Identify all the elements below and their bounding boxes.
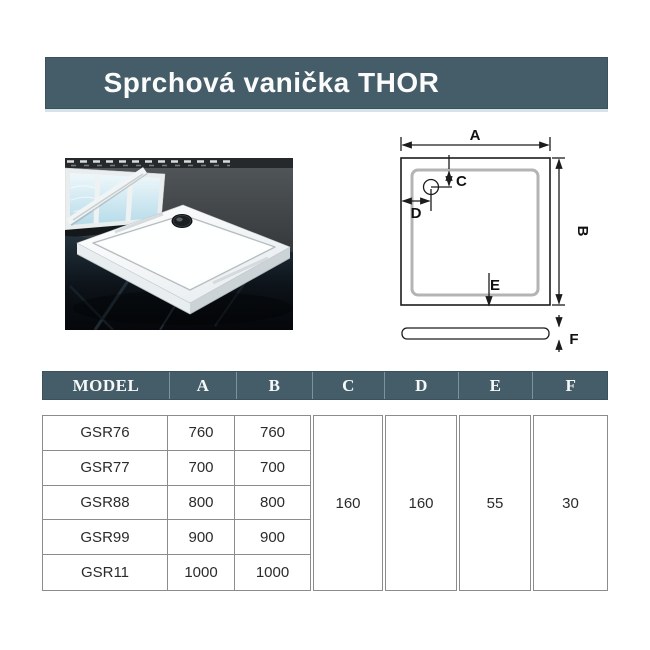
drain-icon xyxy=(172,214,193,228)
page-title: Sprchová vanička THOR xyxy=(103,67,440,98)
merged-cell-c: 160 xyxy=(313,415,383,591)
tray-outline xyxy=(401,158,550,305)
label-b: B xyxy=(574,225,591,237)
header-cell-d: D xyxy=(384,372,458,399)
spec-table-body xyxy=(42,415,608,591)
model-cell: GSR88 xyxy=(43,486,168,521)
title-banner xyxy=(45,57,608,109)
merged-cell-d: 160 xyxy=(385,415,457,591)
a-cell: 900 xyxy=(168,520,235,555)
label-d: D xyxy=(410,205,422,222)
b-cell: 700 xyxy=(235,451,310,486)
photo-top-strip xyxy=(65,158,293,168)
header-cell-f: F xyxy=(532,372,609,399)
a-cell: 760 xyxy=(168,416,235,451)
b-cell: 800 xyxy=(235,486,310,521)
model-cell: GSR76 xyxy=(43,416,168,451)
model-cell: GSR11 xyxy=(43,555,168,590)
b-cell: 1000 xyxy=(255,564,290,582)
model-cell: GSR77 xyxy=(43,451,168,486)
dim-b xyxy=(552,158,565,305)
header-cell-c: C xyxy=(312,372,384,399)
merged-cell-f: 30 xyxy=(533,415,608,591)
dimension-diagram xyxy=(388,123,598,363)
label-e: E xyxy=(489,277,501,294)
a-cell: 700 xyxy=(168,451,235,486)
header-cell-b: B xyxy=(236,372,312,399)
a-cell: 800 xyxy=(168,486,235,521)
label-f: F xyxy=(569,331,579,348)
model-a-b-group xyxy=(42,415,311,591)
b-cell: 900 xyxy=(235,520,310,555)
product-photo xyxy=(65,158,293,330)
header-cell-a: A xyxy=(169,372,236,399)
b-cell: 760 xyxy=(235,416,310,451)
spec-table-header xyxy=(42,371,608,400)
label-a: A xyxy=(469,127,481,144)
header-cell-e: E xyxy=(458,372,532,399)
model-cell: GSR99 xyxy=(43,520,168,555)
label-c: C xyxy=(456,173,467,190)
tray-side-profile xyxy=(402,328,549,339)
header-cell-model: MODEL xyxy=(72,375,140,395)
a-cell: 1000 xyxy=(168,555,235,590)
merged-cell-e: 55 xyxy=(459,415,531,591)
